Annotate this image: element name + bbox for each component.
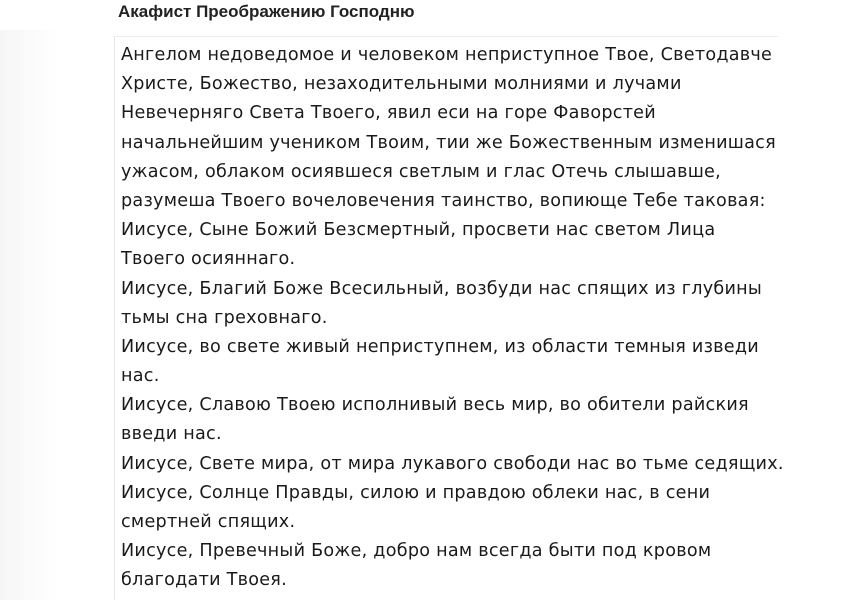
text-line: Иисусе, Свете мира, от мира лукавого свободи нас во тьме седящих. <box>121 453 784 474</box>
text-line: разумеша Твоего вочеловечения таинство, вопиюще Тебе таковая: <box>121 190 766 211</box>
text-line: благодати Твоея. <box>121 570 287 591</box>
text-line: начальнейшим учеником Твоим, тии же Божественным изменишася <box>121 132 776 153</box>
text-line: Иисусе, Сыне Божий Безсмертный, просвети нас светом Лица <box>121 220 716 241</box>
page-title: Акафист Преображению Господню <box>118 2 415 21</box>
text-line: Невечерняго Света Твоего, явил еси на горе Фаворстей <box>121 103 656 124</box>
text-line: Твоего осияннаго. <box>121 249 296 270</box>
text-line: Иисусе, Славою Твоею исполнивый весь мир, во обители райския <box>121 395 749 416</box>
text-line: нас. <box>121 366 160 387</box>
text-line: Иисусе, Солнце Правды, силою и правдою облеки нас, в сени <box>121 482 711 503</box>
text-line: Христе, Божество, незаходительными молниями и лучами <box>121 74 682 95</box>
text-line: ужасом, облаком осиявшеся светлым и глас Отечь слышавше, <box>121 161 721 182</box>
text-line: Ангелом недоведомое и человеком неприступное Твое, Светодавче <box>121 45 773 65</box>
text-line: тьмы сна греховнаго. <box>121 307 328 328</box>
text-panel <box>114 36 784 600</box>
text-line: смертней спящих. <box>121 512 296 532</box>
left-margin-shadow <box>0 30 60 600</box>
akathist-text <box>121 41 785 596</box>
text-line: Иисусе, Благий Боже Всесильный, возбуди нас спящих из глубины <box>121 278 763 299</box>
text-line: Иисусе, во свете живый неприступнем, из области темныя изведи <box>121 336 759 357</box>
text-line: введи нас. <box>121 424 222 445</box>
text-line: Иисусе, Превечный Боже, добро нам всегда быти под кровом <box>121 541 712 562</box>
